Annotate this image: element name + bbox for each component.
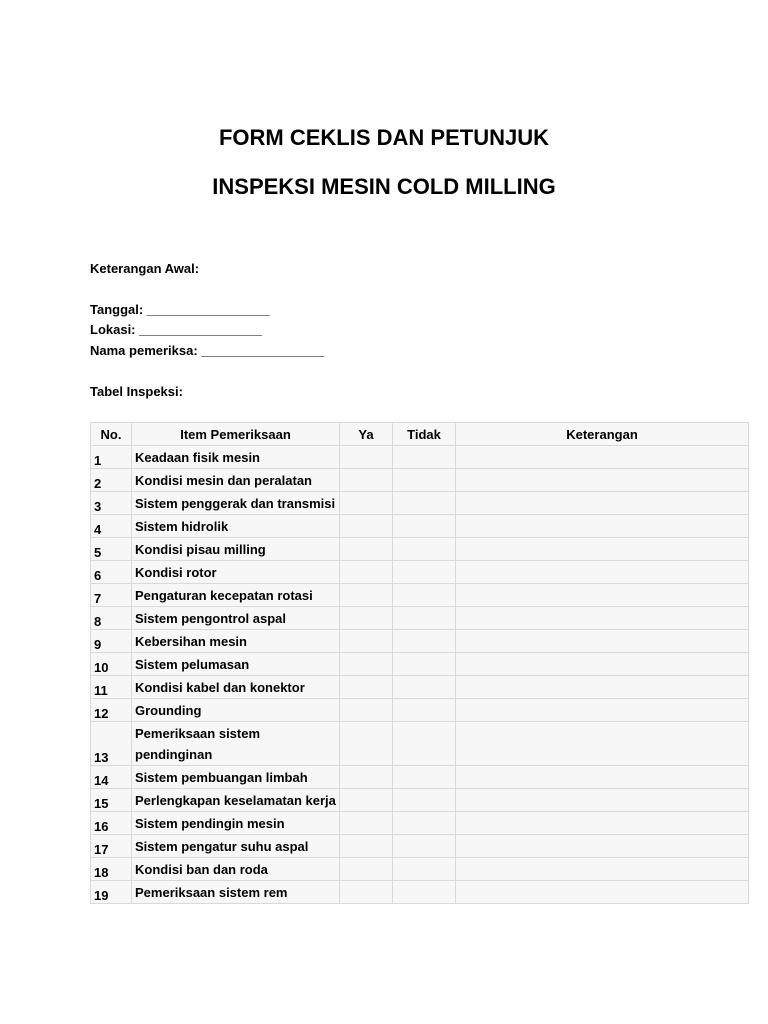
cell-tidak[interactable]: [393, 607, 456, 630]
cell-tidak[interactable]: [393, 722, 456, 766]
header-ya: Ya: [340, 423, 393, 446]
cell-ya[interactable]: [340, 676, 393, 699]
cell-ya[interactable]: [340, 699, 393, 722]
cell-ya[interactable]: [340, 722, 393, 766]
inspector-name-field: Nama pemeriksa: _________________: [90, 343, 325, 358]
cell-item: Sistem pengatur suhu aspal: [132, 835, 340, 858]
table-row: [91, 835, 749, 858]
cell-tidak[interactable]: [393, 858, 456, 881]
cell-no: 8: [91, 607, 132, 630]
cell-tidak[interactable]: [393, 812, 456, 835]
table-row: [91, 766, 749, 789]
cell-item: Kondisi ban dan roda: [132, 858, 340, 881]
cell-no: 2: [91, 469, 132, 492]
cell-keterangan[interactable]: [456, 858, 749, 881]
cell-keterangan[interactable]: [456, 676, 749, 699]
cell-item: Sistem penggerak dan transmisi: [132, 492, 340, 515]
cell-ya[interactable]: [340, 492, 393, 515]
cell-keterangan[interactable]: [456, 538, 749, 561]
table-row: [91, 446, 749, 469]
cell-item: Pengaturan kecepatan rotasi: [132, 584, 340, 607]
table-row: [91, 630, 749, 653]
cell-no: 5: [91, 538, 132, 561]
cell-tidak[interactable]: [393, 881, 456, 904]
cell-item: Sistem pengontrol aspal: [132, 607, 340, 630]
cell-item: Kebersihan mesin: [132, 630, 340, 653]
table-row: [91, 515, 749, 538]
cell-no: 10: [91, 653, 132, 676]
cell-tidak[interactable]: [393, 630, 456, 653]
cell-no: 18: [91, 858, 132, 881]
cell-tidak[interactable]: [393, 469, 456, 492]
cell-ya[interactable]: [340, 858, 393, 881]
cell-keterangan[interactable]: [456, 881, 749, 904]
cell-tidak[interactable]: [393, 835, 456, 858]
header-keterangan: Keterangan: [456, 423, 749, 446]
table-row: [91, 561, 749, 584]
cell-ya[interactable]: [340, 584, 393, 607]
cell-no: 3: [91, 492, 132, 515]
table-heading: Tabel Inspeksi:: [90, 384, 183, 399]
table-row: [91, 812, 749, 835]
cell-no: 16: [91, 812, 132, 835]
table-row: [91, 722, 749, 766]
cell-tidak[interactable]: [393, 699, 456, 722]
cell-keterangan[interactable]: [456, 584, 749, 607]
inspection-table: [90, 422, 749, 904]
cell-ya[interactable]: [340, 766, 393, 789]
cell-ya[interactable]: [340, 561, 393, 584]
cell-keterangan[interactable]: [456, 446, 749, 469]
cell-keterangan[interactable]: [456, 561, 749, 584]
table-row: [91, 469, 749, 492]
table-row: [91, 538, 749, 561]
cell-tidak[interactable]: [393, 561, 456, 584]
cell-item: Sistem pembuangan limbah: [132, 766, 340, 789]
cell-no: 12: [91, 699, 132, 722]
intro-heading: Keterangan Awal:: [90, 261, 200, 276]
cell-keterangan[interactable]: [456, 469, 749, 492]
table-row: [91, 653, 749, 676]
cell-item: Kondisi kabel dan konektor: [132, 676, 340, 699]
date-field: Tanggal: _________________: [90, 302, 270, 317]
cell-tidak[interactable]: [393, 584, 456, 607]
header-item: Item Pemeriksaan: [132, 423, 340, 446]
cell-ya[interactable]: [340, 812, 393, 835]
cell-ya[interactable]: [340, 607, 393, 630]
cell-ya[interactable]: [340, 881, 393, 904]
cell-no: 11: [91, 676, 132, 699]
cell-keterangan[interactable]: [456, 835, 749, 858]
cell-item: Sistem pelumasan: [132, 653, 340, 676]
cell-tidak[interactable]: [393, 766, 456, 789]
table-row: [91, 699, 749, 722]
cell-item: Pemeriksaan sistem rem: [132, 881, 340, 904]
cell-no: 14: [91, 766, 132, 789]
cell-keterangan[interactable]: [456, 607, 749, 630]
cell-keterangan[interactable]: [456, 699, 749, 722]
cell-ya[interactable]: [340, 515, 393, 538]
cell-keterangan[interactable]: [456, 515, 749, 538]
cell-ya[interactable]: [340, 653, 393, 676]
document-title: FORM CEKLIS DAN PETUNJUK: [218, 125, 549, 150]
cell-item: Kondisi mesin dan peralatan: [132, 469, 340, 492]
cell-keterangan[interactable]: [456, 630, 749, 653]
cell-no: 9: [91, 630, 132, 653]
cell-item: Kondisi pisau milling: [132, 538, 340, 561]
cell-ya[interactable]: [340, 835, 393, 858]
cell-ya[interactable]: [340, 630, 393, 653]
cell-tidak[interactable]: [393, 446, 456, 469]
document-subtitle: INSPEKSI MESIN COLD MILLING: [212, 174, 556, 199]
cell-keterangan[interactable]: [456, 722, 749, 766]
cell-no: 15: [91, 789, 132, 812]
cell-tidak[interactable]: [393, 789, 456, 812]
header-no: No.: [91, 423, 132, 446]
cell-item: Keadaan fisik mesin: [132, 446, 340, 469]
table-row: [91, 789, 749, 812]
table-row: [91, 858, 749, 881]
cell-keterangan[interactable]: [456, 766, 749, 789]
cell-keterangan[interactable]: [456, 812, 749, 835]
cell-ya[interactable]: [340, 469, 393, 492]
table-row: [91, 607, 749, 630]
cell-no: 6: [91, 561, 132, 584]
cell-item: Perlengkapan keselamatan kerja: [132, 789, 340, 812]
table-row: [91, 584, 749, 607]
cell-no: 4: [91, 515, 132, 538]
table-header-row: [91, 423, 749, 446]
cell-item: Pemeriksaan sistem pendinginan: [132, 722, 340, 766]
cell-keterangan[interactable]: [456, 653, 749, 676]
cell-keterangan[interactable]: [456, 492, 749, 515]
table-row: [91, 676, 749, 699]
cell-item: Sistem hidrolik: [132, 515, 340, 538]
cell-no: 19: [91, 881, 132, 904]
cell-keterangan[interactable]: [456, 789, 749, 812]
cell-tidak[interactable]: [393, 653, 456, 676]
cell-tidak[interactable]: [393, 492, 456, 515]
cell-ya[interactable]: [340, 538, 393, 561]
table-row: [91, 881, 749, 904]
cell-item: Kondisi rotor: [132, 561, 340, 584]
location-field: Lokasi: _________________: [90, 322, 263, 337]
cell-no: 7: [91, 584, 132, 607]
cell-no: 13: [91, 722, 132, 766]
cell-no: 1: [91, 446, 132, 469]
table-row: [91, 492, 749, 515]
cell-no: 17: [91, 835, 132, 858]
cell-tidak[interactable]: [393, 515, 456, 538]
cell-tidak[interactable]: [393, 676, 456, 699]
cell-item: Sistem pendingin mesin: [132, 812, 340, 835]
cell-ya[interactable]: [340, 446, 393, 469]
cell-item: Grounding: [132, 699, 340, 722]
cell-ya[interactable]: [340, 789, 393, 812]
cell-tidak[interactable]: [393, 538, 456, 561]
header-tidak: Tidak: [393, 423, 456, 446]
